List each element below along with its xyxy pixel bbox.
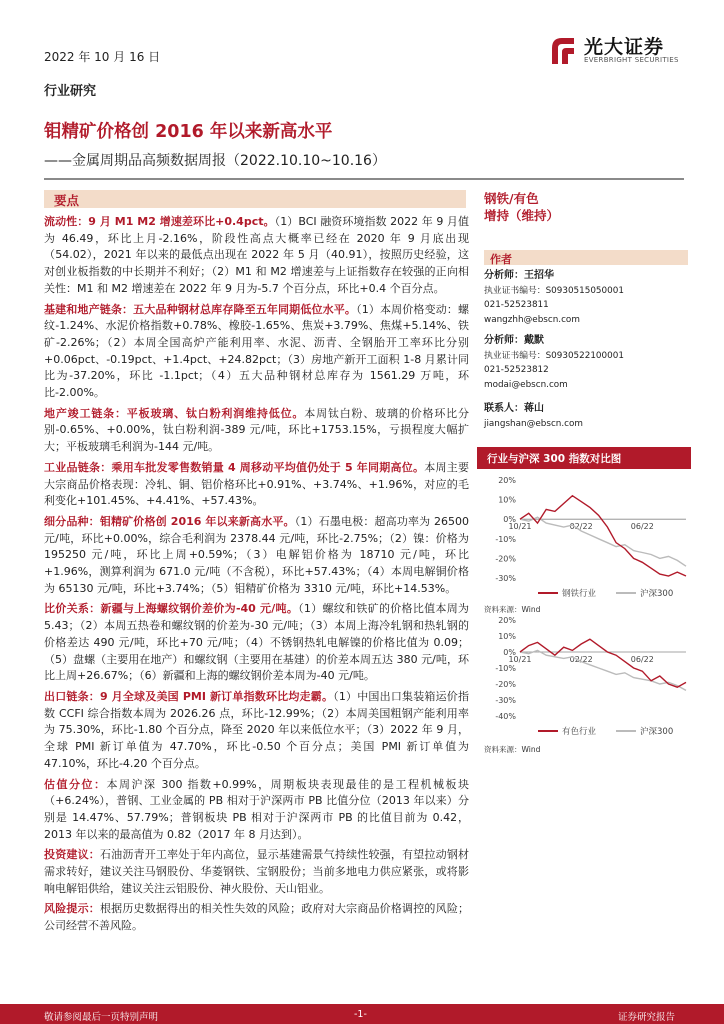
paragraph-text: （1）BCI 融资环境指数 2022 年 9 月值为 46.49，环比上月-2.16%，阶段性高点大概率已经在 2020 年 9 月底出现（54.02），2021 年以来的最低点出现在 2022 年 5 月（40.91），按照历史经验，这对创业板指数的中长期并不利好；（2）M1 和 M2 增速差与上证指数存在较强的正向相关性：M1 和 M2 增速差在 2022 年 9 月为-5.7 个百分点，环比+0.4 个百分点。 bbox=[44, 215, 469, 295]
paragraph-head: 基建和地产链条：五大品种钢材总库存降至五年同期低位水平。 bbox=[44, 302, 357, 316]
keypoints-label: 要点 bbox=[54, 193, 80, 208]
y-tick-label: 0% bbox=[503, 648, 516, 657]
analyst-phone: 021-52523811 bbox=[484, 300, 549, 310]
paragraph-text: （1）螺纹和铁矿的价格比值本周为 5.43；（2）本周五热卷和螺纹钢的价差为-30 元/吨；（3）本周上海冷轧钢和热轧钢的价格差达 490 元/吨，环比+70 元/吨；（4）不锈钢热轧电解镍的价格比值为 0.09；（5）盘螺（主要用在地产）和螺纹钢（主要用在基建）的价差本周五达 380 元/吨，环比上周+26.67%；（6）新疆和上海的螺纹钢价差本周为-40 元/吨。 bbox=[44, 602, 470, 683]
paragraph-head: 投资建议： bbox=[44, 848, 100, 862]
analyst-1 bbox=[484, 269, 694, 327]
footer-bar bbox=[0, 1006, 724, 1024]
paragraph-valuation bbox=[44, 777, 469, 844]
paragraph-infrastructure bbox=[44, 302, 469, 402]
contact-name: 联系人：蒋山 bbox=[484, 403, 544, 414]
paragraph-text: 根据历史数据得出的相关性失效的风险；政府对大宗商品价格调控的风险；公司经营不善风险。 bbox=[44, 902, 470, 933]
header-divider bbox=[44, 178, 684, 180]
x-tick-label: 10/21 bbox=[508, 655, 532, 664]
authors-label: 作者 bbox=[490, 253, 512, 266]
paragraph-text: 本周主要大宗商品价格表现：冷轧、铜、铝价格环比+0.91%、+3.74%、+1.96%，对应的毛利变化+101.45%、+4.41%、+57.43%。 bbox=[44, 460, 470, 508]
paragraph-price-ratio bbox=[44, 601, 469, 685]
series-line-0 bbox=[520, 639, 686, 687]
paragraph-text: （1）中国出口集装箱运价指数 CCFI 综合指数本周为 2026.26 点，环比-12.99%；（2）本周美国粗钢产能利用率为 75.30%，环比-1.80 个百分点，降至 2020 年以来低位水平；（3）2022 年 9 月，全球 PMI 新订单值为 47.70%，环比-0.50 个百分点；美国 PMI 新订单值为 47.10%，环比-4.20 个百分点。 bbox=[44, 689, 469, 770]
authors-header-bar bbox=[484, 250, 688, 265]
y-tick-label: 20% bbox=[498, 616, 516, 625]
paragraph-head: 细分品种：钼精矿价格创 2016 年以来新高水平。 bbox=[44, 514, 295, 528]
nonferrous-vs-hs300-chart bbox=[480, 614, 694, 742]
analyst-name: 分析师：戴默 bbox=[484, 335, 544, 346]
y-tick-label: 0% bbox=[503, 515, 516, 525]
x-tick-label: 06/22 bbox=[630, 522, 654, 532]
paragraph-export bbox=[44, 689, 469, 773]
analyst-cert: 执业证书编号：S0930515050001 bbox=[484, 285, 624, 296]
y-tick-label: -40% bbox=[495, 712, 516, 721]
paragraph-text: 石油沥青开工率处于年内高位，显示基建需景气持续性较强，有望拉动钢材需求转好，建议关注马钢股份、华菱钢铁、宝钢股份；当前多地电力供应紧张，或将影响电解铝供给，建议关注云铝股份、神火股份、天山铝业。 bbox=[44, 848, 470, 895]
rating-action: 增持（维持） bbox=[484, 208, 560, 223]
paragraph-text: （1）本周价格变动：螺纹-1.24%、水泥价格指数+0.78%、橡胶-1.65%、焦炭+3.79%、焦煤+5.14%、铁矿-2.26%；（2）本周全国高炉产能利用率、水泥、沥青、全钢胎开工率环比分别+0.06pct、-0.19pct、+1.4pct、+24.82pct；（3）房地产新开工面积 1-8 月累计同比为-37.20%，环比 -1.1pct；（4）五大品种钢材总库存为 1561.29 万吨，环比-2.00%。 bbox=[44, 302, 470, 400]
analyst-email[interactable]: modai@ebscn.com bbox=[484, 379, 568, 390]
rating-industry: 钢铁/有色 bbox=[484, 191, 539, 206]
keypoints-header-bar bbox=[44, 190, 466, 208]
analyst-email[interactable]: wangzhh@ebscn.com bbox=[484, 314, 580, 325]
paragraph-text: 本周钛白粉、玻璃的价格环比分别-0.65%、+0.00%，钛白粉利润-389 元/吨，环比+1753.15%，亏损程度大幅扩大；平板玻璃毛利润为-144 元/吨。 bbox=[44, 406, 470, 454]
paragraph-head: 地产竣工链条：平板玻璃、钛白粉利润维持低位。 bbox=[44, 406, 305, 420]
y-tick-label: -10% bbox=[495, 664, 516, 673]
legend-label: 钢铁行业 bbox=[562, 589, 597, 599]
paragraph-industrial bbox=[44, 460, 469, 510]
x-tick-label: 02/22 bbox=[569, 655, 593, 664]
paragraph-segments bbox=[44, 514, 469, 598]
brand-subtitle: EVERBRIGHT SECURITIES bbox=[584, 56, 679, 64]
paragraph-head: 出口链条：9 月全球及美国 PMI 新订单指数环比均走霸。 bbox=[44, 689, 334, 703]
paragraph-text: 本周沪深 300 指数+0.99%，周期板块表现最佳的是工程机械板块（+6.24%），普钢、工业金属的 PB 相对于沪深两市 PB 比值分位（2013 年以来）分别是 14.47%、57.79%；普钢板块 PB 相对于沪深两市 PB 的比值目前为 0.42，2013 年以来的最高值为 0.82（2017 年 8 月达到）。 bbox=[44, 777, 470, 841]
contact-email[interactable]: jiangshan@ebscn.com bbox=[484, 418, 583, 429]
brand-name: 光大证券 bbox=[584, 36, 665, 58]
legend-label: 有色行业 bbox=[562, 727, 597, 737]
x-tick-label: 02/22 bbox=[569, 522, 593, 532]
paragraph-head: 比价关系：新疆与上海螺纹钢价差价为-40 元/吨。 bbox=[44, 602, 299, 616]
x-tick-label: 06/22 bbox=[630, 655, 654, 664]
report-date: 2022 年 10 月 16 日 bbox=[44, 50, 161, 64]
y-tick-label: -10% bbox=[495, 534, 516, 544]
legend-label: 沪深300 bbox=[640, 727, 674, 737]
report-title: 钼精矿价格创 2016 年以来新高水平 bbox=[44, 122, 333, 142]
paragraph-risk bbox=[44, 901, 469, 934]
chart1-source: 资料来源：Wind bbox=[484, 605, 541, 614]
y-tick-label: 10% bbox=[498, 632, 516, 641]
analyst-phone: 021-52523812 bbox=[484, 365, 549, 375]
y-tick-label: -30% bbox=[495, 574, 516, 583]
analyst-cert: 执业证书编号：S0930522100001 bbox=[484, 350, 624, 361]
keypoints-body bbox=[44, 214, 469, 939]
paragraph-head: 工业品链条：乘用车批发零售数销量 4 周移动平均值仍处于 5 年同期高位。 bbox=[44, 460, 425, 474]
y-tick-label: 10% bbox=[498, 495, 516, 505]
report-category: 行业研究 bbox=[44, 84, 97, 99]
y-tick-label: 20% bbox=[498, 476, 516, 485]
steel-vs-hs300-chart bbox=[480, 474, 694, 604]
chart2-source: 资料来源：Wind bbox=[484, 745, 541, 754]
paragraph-liquidity bbox=[44, 214, 469, 298]
paragraph-head: 流动性：9 月 M1 M2 增速差环比+0.4pct。 bbox=[44, 215, 275, 228]
analyst-name: 分析师：王招华 bbox=[484, 270, 554, 281]
series-line-1 bbox=[520, 517, 686, 566]
paragraph-head: 估值分位： bbox=[44, 777, 107, 791]
paragraph-head: 风险提示： bbox=[44, 902, 100, 916]
paragraph-investment bbox=[44, 847, 469, 897]
series-line-0 bbox=[520, 496, 686, 576]
legend-label: 沪深300 bbox=[640, 589, 674, 599]
report-subtitle: ——金属周期品高频数据周报（2022.10.10~10.16） bbox=[44, 153, 386, 169]
paragraph-text: （1）石墨电极：超高功率为 26500 元/吨，环比+0.00%，综合毛利润为 2378.44 元/吨，环比-2.75%；（2）镍：价格为 195250 元/吨，环比上周+0.59%；（3）电解铝价格为 18710 元/吨，环比+1.96%，测算利润为 671.0 元/吨（不含税），环比+57.43%；（4）本周电解铜价格为 65130 元/吨，环比+3.74%；（5）钼精矿价格为 3310 元/吨，环比+14.53%。 bbox=[44, 514, 469, 595]
footer-disclaimer: 敬请参阅最后一页特别声明 bbox=[44, 1012, 159, 1023]
y-tick-label: -30% bbox=[495, 696, 516, 705]
industry-rating bbox=[484, 190, 559, 224]
analyst-2 bbox=[484, 334, 694, 392]
everbright-logo-icon bbox=[548, 34, 578, 66]
y-tick-label: -20% bbox=[495, 680, 516, 689]
chart-section-label: 行业与沪深 300 指数对比图 bbox=[487, 453, 622, 465]
y-tick-label: -20% bbox=[495, 554, 516, 564]
footer-report-type: 证券研究报告 bbox=[618, 1012, 676, 1023]
x-tick-label: 10/21 bbox=[508, 522, 532, 532]
series-line-1 bbox=[520, 650, 686, 690]
page-number: -1- bbox=[354, 1009, 367, 1020]
paragraph-completion bbox=[44, 406, 469, 456]
contact-person bbox=[484, 402, 694, 431]
